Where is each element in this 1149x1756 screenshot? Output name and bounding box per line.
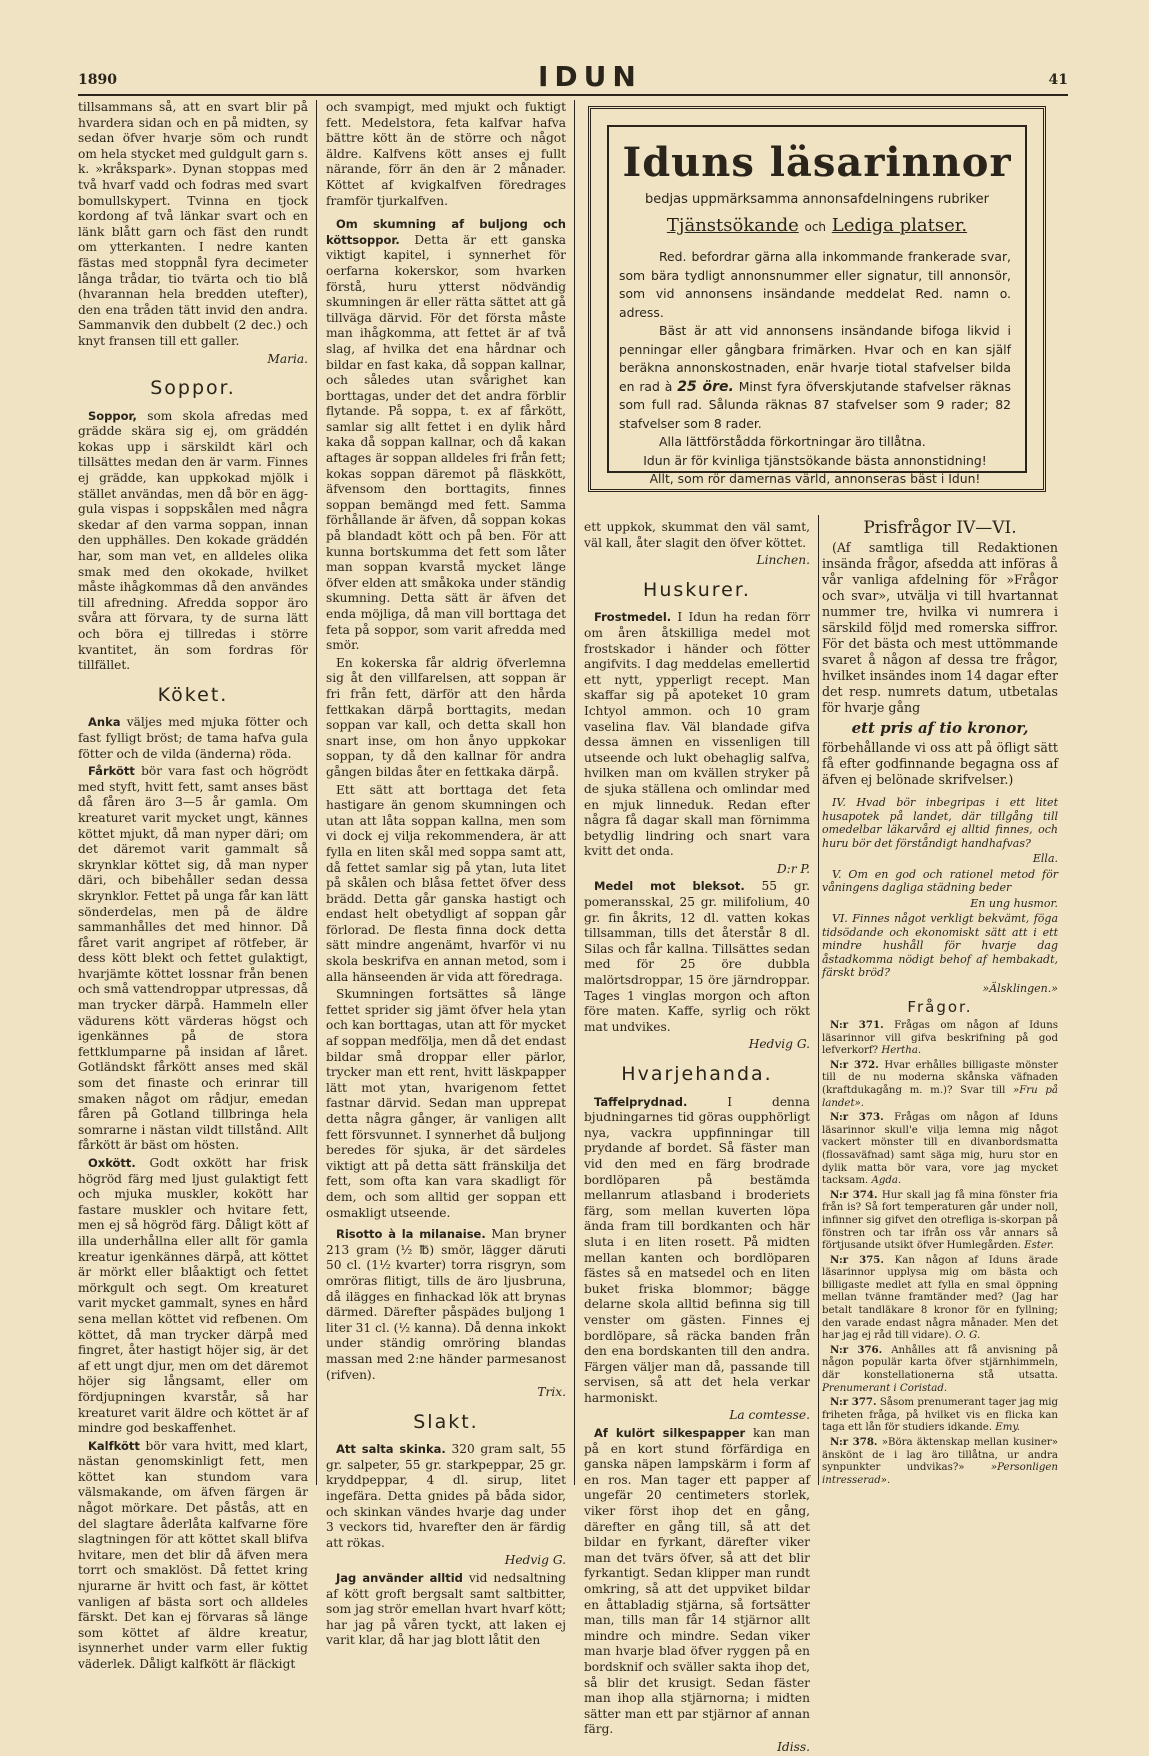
question-sign: Prenumerant i Coristad. xyxy=(822,1382,948,1394)
question-item xyxy=(822,1189,1058,1253)
masthead-title: IDUN xyxy=(538,60,642,93)
column-divider xyxy=(316,100,317,1485)
paragraph: Ett sätt att borttaga det feta hastigare än genom skumningen och utan att låta soppan kallna, men som vi dock ej vilja rekommendera, är att fylla en liten skål med soppa samt att, då fettet samlar sig på ytan, luta litet på skålen och blåsa fettet öfver dess brädd. Detta går ganska hastigt och endast helt obetydligt af soppan går förlorad. De flesta finna dock detta sätt mindre angenämt, hvarför vi nu skola beskrifva en annan metod, som i alla hänseenden är vida att föredraga. xyxy=(326,782,566,984)
paragraph: väljes med mjuka fötter och fast fylligt bröst; de tama hafva gula fötter och de vilda (änderna) röda. xyxy=(78,715,308,761)
question-number: N:r 376. xyxy=(830,1343,883,1356)
prize-questions xyxy=(822,796,1058,995)
advertisement-frame xyxy=(607,125,1027,486)
column-divider xyxy=(818,515,819,1485)
paragraph: förbehållande vi oss att på öfligt sätt få efter godfinnande begagna oss af äfven ej belönade skrifvelser.) xyxy=(822,740,1058,787)
question-item xyxy=(822,1059,1058,1110)
question-text: Hur skall jag få mina fönster fria från is? Så fort temperaturen går under noll, infinner sig gifvet den otrefliga is-skorpan på fönstren och tar ifrån oss vår annars så förtjusande utsikt öfver Humlegården. xyxy=(822,1189,1058,1252)
section-heading-koket: Köket. xyxy=(157,683,229,706)
lead-term: Risotto à la milanaise. xyxy=(336,1227,486,1242)
question-sign: Agda. xyxy=(871,1175,902,1187)
paragraph: 55 gr. pomeransskal, 25 gr. milifolium, 40 gr. fin åkrits, 12 dl. vatten kokas tillsamman, tills det återstår 8 dl. Silas och får kallna. Tillsättes sedan med för 25 öre dubbla malörtsdroppar, 15 öre järndroppar. Tages 1 vinglas morgon och afton före maten. Kaffe, syrlig och rökt mat undvikes. xyxy=(584,879,811,1034)
paragraph: (Af samtliga till Redaktionen insända frågor, afsedda att införas å vår vanliga afdelning för »Frågor och svar», utvälja vi till hvartannat nummer tre, hvilka vi numrera i särskild följd med romerska siffror. För det bästa och mest uttömmande svaret å någon af dessa tre frågor, hvilket insändes inom 14 dagar efter det resp. numrets datum, utbetalas för hvarje gång xyxy=(822,540,1058,715)
ad-paragraph: Red. befordrar gärna alla inkommande frankerade svar, som bära tydligt annonsnummer eller signatur, till annonsör, som vid annonsens insändande meddelat Red. namn o. adress. xyxy=(619,249,1011,320)
lead-term: Oxkött. xyxy=(88,1156,136,1170)
signature: D:r P. xyxy=(776,861,810,876)
paragraph: ett uppkok, skummat den väl samt, väl kall, åter slagit den öfver köttet. xyxy=(584,520,810,550)
signature: Hedvig G. xyxy=(504,1553,566,1568)
question-sign: »Fru på landet». xyxy=(822,1084,1058,1109)
question-text: Kan någon af Iduns ärade läsarinnor upplysa mig om bästa och billigaste medlet att fylla en smal öppning mellan tvänne framtänder med? (Jag har betalt tandläkare 8 kronor för en fyllning; den varade endast några månader. Men det har jag ej råd till vidare). xyxy=(822,1254,1058,1342)
question-number: N:r 378. xyxy=(830,1436,878,1448)
ad-paragraph: Bäst är att vid annonsens insändande bifoga likvid i penningar eller gångbara frimärken. Hvar och en kan själf beräkna annonskostnaden, enär hvarje tiotal stafvelser bilda en rad à xyxy=(619,323,1011,394)
page-year: 1890 xyxy=(78,72,117,88)
paragraph: vid nedsaltning af kött groft bergsalt samt saltbitter, som jag strör emellan hvart hvarf kött; har jag på våren tyckt, att laken ej varit klar, då har jag blott låtit den xyxy=(326,1571,567,1648)
signature: »Älsklingen.» xyxy=(982,981,1058,995)
question-number: N:r 371. xyxy=(830,1019,884,1031)
question-number: N:r 374. xyxy=(830,1188,878,1201)
prize-question: IV. Hvad bör inbegripas i ett litet husapotek på landet, där tillgång till omedelbar läkarvård ej alltid finnes, och huru bör det förståndigt handhafvas? xyxy=(822,796,1058,850)
lead-term: Att salta skinka. xyxy=(336,1442,446,1457)
question-text: Hvar erhålles billigaste mönster till de nu moderna skånska väfnaden (kraftdukagång m. m.)? Svar till xyxy=(822,1059,1058,1096)
ad-paragraph: Minst fyra öfverskjutande stafvelser räknas som full rad. Sålunda räknas 87 stafvelser som 9 rader; 82 stafvelser som 8 rader. xyxy=(619,378,1011,431)
column-1 xyxy=(78,100,309,1671)
column-2 xyxy=(326,100,567,1648)
signature: Maria. xyxy=(267,351,308,366)
page-number: 41 xyxy=(1048,72,1068,88)
questions-list xyxy=(822,1019,1058,1487)
lead-term: Om skumning af buljong och köttsoppor. xyxy=(326,217,566,247)
ad-title: Iduns läsarinnor xyxy=(622,139,1012,186)
ad-paragraph: Allt, som rör damernas värld, annonseras bäst i Idun! xyxy=(649,471,981,486)
question-item xyxy=(822,1436,1058,1487)
question-item xyxy=(822,1396,1058,1435)
column-3 xyxy=(584,520,811,1754)
lead-term: Kalfkött xyxy=(88,1438,140,1453)
question-sign: Ester. xyxy=(1024,1240,1054,1252)
category-tjanstsokande: Tjänstsökande xyxy=(666,215,799,236)
question-item xyxy=(822,1344,1058,1395)
prize-amount: ett pris af tio kronor, xyxy=(851,719,1029,737)
paragraph: 320 gram salt, 55 gr. salpeter, 55 gr. starkpeppar, 25 gr. kryddpeppar, 4 dl. sirup, litet ingefära. Detta gnides på båda sidor, och skinkan vändes hvarje dag under 3 veckors tid, hvarefter den är färdig att rökas. xyxy=(326,1442,566,1550)
paragraph: bör vara fast och högrödt med styft, hvitt fett, samt anses bäst då fåren äro 3—5 år gamla. Om kreaturet varit mycket ungt, kännes köttet mjukt, då man nyper däri; om det däremot varit gammalt så skrynklar köttet sig, då man nyper däri, och bibehåller sedan dessa skrynklor. Fettet på unga får kan lätt sönderdelas, men på de äldre sammanhålles det med hinnor. Då fåret varit angripet af rötfeber, är dess kött blekt och fettet gulaktigt, hvarjämte köttet lossnar från benen och små vattendroppar utpressas, då man trycker därpå. Hammeln eller vädurens kött värderas högst och igenkännes på de stora fettklumparne på insidan af låret. Gotländskt fårkött anses med skäl som det finaste och erinrar till smaken något om rådjur, emedan fåren på Gotland tillbringa hela somrarne i nästan vildt tillstånd. Allt fårkött är bäst om hösten. xyxy=(78,764,309,1153)
ad-paragraph: Idun är för kvinliga tjänstsökande bästa annonstidning! xyxy=(643,452,987,468)
paragraph: Skumningen fortsättes så länge fettet sprider sig jämt öfver hela ytan och kan borttagas, utan att för mycket af soppan medfölja, men då det endast bildar små droppar eller pärlor, trycker man ett rent, hvitt läskpapper lätt mot ytan, hvarigenom fettet fastnar därvid. Sedan man upprepat detta några gånger, är vanligen allt fett försvunnet. I synnerhet då buljong beredes för sjuka, är det särdeles viktigt att på detta sätt fränskilja det fett, som ofta kan vara skadligt för dem, och som alltid ger soppan ett osmakligt utseende. xyxy=(326,987,566,1220)
signature: La comtesse. xyxy=(729,1408,810,1423)
ad-categories xyxy=(609,215,1025,236)
question-sign: O. G. xyxy=(954,1330,981,1342)
paragraph: En kokerska får aldrig öfverlemna sig åt den villfarelsen, att soppan är fri från fett, därför att den hårda fettkakan därpå borttagits, medan soppan var kall, och detta skall hon snart inse, om hon ånyo uppkokar soppan, ty då den kallnar för andra gången bildas åter en fettkaka därpå. xyxy=(326,655,566,779)
section-heading-slakt: Slakt. xyxy=(413,1410,479,1433)
paragraph: tillsammans så, att en svart blir på hvardera sidan och en på midten, sy sedan öfver hvarje söm och rundt om hela stycket med guldgult garn s. k. »kråkspark». Dynan stoppas med två hvarf vadd och fodras med svart bomullskypert. Tvinna en tjock kordong af två länkar svart och en länk blått garn och fäst den rundt om ytterkanten. I nedre kanten fästas med stoppnål fyra decimeter långa trådar, tio tvärta och tio blå (hvarannan hela bredden utefter), den ena tråden tätt invid den andra. Sammanvik den dubbelt (2 dec.) och knyt fransen till ett galler. xyxy=(78,100,308,348)
signature: Idiss. xyxy=(777,1739,810,1754)
paragraph: I denna bjudningarnes tid göras oupphörligt nya, vackra uppfinningar till prydande af bordet. Så fäster man vid den med en färg brodrade bordlöparen på bestämda mellanrum atlasband i broderiets färg, som mellan kuverten löpa ända fram till bordkanten och här sluta i en liten rosett. På midten mellan kanten och bordlöparen fästes så en matsedel och en liten buket friska blommor; bägge delarne skola alltid befinna sig till venster om gästen. Finnes ej bordlöpare, så räcka banden från den ena bordskanten till den andra. Färgen väljer man då, passande till servisen, så att det hela verkar harmoniskt. xyxy=(584,1094,810,1405)
paragraph: bör vara hvitt, med klart, nästan genomskinligt fett, men köttet kan stundom vara välsmakande, om äfven färgen är något mörkare. Det påstås, att en del slagtare åderlåta kalfvarne före slagtningen för att köttet skall blifva hvitare, men det blir då äfven mera torrt och smaklöst. Då fettet kring njurarne är hvitt och fast, är köttet vanligen af bästa sort och alldeles färskt. Det kan ej förvaras så länge som köttet af äldre kreatur, isynnerhet under varm eller fuktig väderlek. Dåligt kalfkött är fläckigt xyxy=(78,1438,309,1671)
paragraph: I Idun ha redan förr om åren åtskilliga medel mot frostskador i händer och fötter angifvits. I dag meddelas emellertid ett nytt, ypperligt recept. Man skaffar sig på apoteket 10 gram Ichtyol ammon. och 10 gram vaselina flav. Väl blandade gifva dessa ämnen en vissenligen till utseende och lukt obehaglig salfva, hvilken man om kvällen stryker på de sjuka ställena och omlindar med en mjuk linneduk. Redan efter några få dagar skall man förnimma betydlig lindring och snart vara kvitt det onda. xyxy=(584,610,811,859)
page-header xyxy=(78,60,1068,96)
lead-term: Soppor, xyxy=(88,408,137,423)
signature: Trix. xyxy=(537,1385,566,1400)
question-sign: Hertha. xyxy=(881,1045,922,1057)
prize-heading: Prisfrågor IV—VI. xyxy=(863,518,1017,538)
question-item xyxy=(822,1254,1058,1343)
signature: Linchen. xyxy=(756,553,810,568)
ad-conjunction: och xyxy=(804,220,827,234)
question-number: N:r 375. xyxy=(830,1253,884,1266)
signature: En ung husmor. xyxy=(970,896,1058,910)
lead-term: Medel mot bleksot. xyxy=(594,879,745,894)
question-item xyxy=(822,1019,1058,1058)
question-text: Frågas om någon af Iduns läsarinnor vill gifva beskrifning på god lefverkorf? xyxy=(822,1020,1058,1057)
question-number: N:r 373. xyxy=(830,1111,884,1124)
paragraph: kan man på en kort stund förfärdiga en ganska näpen lampskärm i form af en ros. Man tager ett papper af ungefär 20 centimeters storlek, viker först ihop det en gång, därefter en gång till, så att det bildar en fyrkant, därefter viker man det tvärs öfver, så att det blir fyrkantigt. Sedan klipper man rundt omkring, så att det uppviket bildar en åttabladig stjärna, så fortsätter man, tills man får 14 stjärnor allt mindre och mindre. Sedan viker man hvarje blad öfver ryggen på en bordsknif och sväller sakta ihop det, så blir det krusigt. Sedan fäster man ihop alla stjärnorna; i midten sätter man ett par stjärnor af annan färg. xyxy=(584,1426,810,1737)
category-lediga-platser: Lediga platser. xyxy=(831,215,968,236)
question-number: N:r 372. xyxy=(830,1058,879,1071)
prize-question: VI. Finnes något verkligt bekvämt, föga tidsödande och ekonomiskt sätt att i ett mindre hushåll för hvarje dag åstadkomma nödigt behof af hembakadt, färskt bröd? xyxy=(822,912,1058,979)
signature: Ella. xyxy=(1032,852,1058,865)
question-text: »Böra äktenskap mellan kusiner» änskönt de i lag äro tillåtna, ur andra synpunkter undvikas?» xyxy=(822,1437,1058,1474)
question-sign: »Personligen intresserad». xyxy=(822,1462,1058,1486)
section-heading-hvarjehanda: Hvarjehanda. xyxy=(621,1063,773,1085)
question-text: Såsom prenumerant tager jag mig friheten fråga, på hvilket vis en flicka kan taga ett lån för studiers idkande. xyxy=(822,1397,1059,1434)
lead-term: Frostmedel. xyxy=(594,610,672,625)
lead-term: Af kulört silkespapper xyxy=(594,1426,746,1441)
question-sign: Emy. xyxy=(995,1422,1021,1434)
paragraph: Godt oxkött har frisk högröd färg med ljust gulaktigt fett och mjuka muskler, kokött har fastare muskler och hvitare fett, men ej så högröd färg. Dåligt kött af illa underhållna eller allt för gamla kreatur igenkännes därpå, att köttet är mörkt eller blåaktigt och fettet mörkgult och segt. Om kreaturet varit mycket gammalt, synes en hård sena mellan köttet vid refbenen. Om köttet, då man trycker därpå med fingret, åter hastigt höjer sig, är det af ett ungt djur, men om det däremot höjer sig långsamt, eller om fördjupningen kvarstår, så har kreaturet varit äldre och köttet är af mindre god beskaffenhet. xyxy=(78,1156,308,1436)
question-text: Anhålles att få anvisning på någon populär karta öfver stjärnhimmeln, där konstellationerna stå utsatta. xyxy=(822,1344,1058,1382)
prize-question: V. Om en god och rationel metod för våningens dagliga städning beder xyxy=(822,867,1058,894)
question-item xyxy=(822,1111,1058,1188)
lead-term: Fårkött xyxy=(88,764,135,779)
lead-term: Jag använder alltid xyxy=(336,1571,463,1586)
lead-term: Anka xyxy=(88,715,121,730)
ad-price: 25 öre. xyxy=(677,378,734,395)
paragraph: och svampigt, med mjukt och fuktigt fett. Medelstora, feta kalfvar hafva bättre kött än de större och något äldre. Kalfvens kött anses ej fullt närande, förr än den är 2 månader. Köttet af kvigkalfven föredrages framför tjurkalfven. xyxy=(326,100,566,208)
question-text: Frågas om någon af Iduns läsarinnor skull'e vilja lemna mig något vackert mönster till en divanbordsmatta (flossaväfnad) samt säga mig, huru stor en dylik matta bör vara, vore jag mycket tacksam. xyxy=(822,1112,1058,1187)
lead-term: Taffelprydnad. xyxy=(594,1094,688,1109)
section-heading-huskurer: Huskurer. xyxy=(643,578,751,601)
column-divider xyxy=(574,100,575,1485)
paragraph: som skola afredas med grädde skära sig ej, om gräddén kokas upp i särskildt kärl och tillsättes medan den är varm. Finnes ej grädde, kan uppkokad mjölk i stället användas, men då bör en ägg-gula vispas i soppskålen med några skedar af den varma soppan, innan den upphälles. Den kokade gräddén har, som man vet, en alldeles olika smak med den okokade, hvilket måste ihågkommas då den användes till afredning. Afredda soppor äro svåra att förvara, ty de surna lätt och böra ej tillredas i större kvantitet, än som fordras för tillfället. xyxy=(78,408,309,673)
paragraph: Detta är ett ganska viktigt kapitel, i synnerhet för oerfarna kokerskor, som hvarken förstå, huru ytterst nödvändig skumningen är eller rätta sättet att gå tillväga därvid. För det första måste man ihågkomma, att fettet är af två slag, af hvilka det ena hårdnar och bildar en fast kaka, då soppan kallnar, och således utan svårighet kan borttagas, under det det andra förblir flytande. På soppa, t. ex af fårkött, samlar sig allt fettet i en dylik hård kaka då soppan kallnar, och då kakan aftages är soppan alldeles fri från fett; kokas soppan däremot på fläskkött, äfvensom den borttagits, finnes soppan bemängd med fett. Samma förhållande är äfven, då soppan kokas på blandadt kött och på ben. För att kunna bortskumma det fett som låter man soppan kvarstå mycket länge öfver elden att småkoka under ständig skumning. Detta sätt är äfven det enda möjliga, då man vill borttaga det feta på soppor, som varit afredda med smör. xyxy=(326,232,567,653)
column-4 xyxy=(822,520,1058,1490)
ad-subtitle: bedjas uppmärksamma annonsafdelningens rubriker xyxy=(645,192,989,207)
section-heading-soppor: Soppor. xyxy=(150,377,236,400)
section-heading-fragor: Frågor. xyxy=(907,998,973,1016)
ad-paragraph: Alla lättförstådda förkortningar äro tillåtna. xyxy=(659,434,926,449)
signature: Hedvig G. xyxy=(748,1037,810,1052)
ad-body xyxy=(619,248,1011,489)
advertisement-box xyxy=(588,106,1046,492)
question-number: N:r 377. xyxy=(830,1396,877,1409)
paragraph: Man bryner 213 gram (½ ℔) smör, lägger däruti 50 cl. (1½ kvarter) torra risgryn, som omröras flitigt, tills de äro ljusbruna, då ilägges en finhackad lök att brynas därmed. Därefter påspädes buljong 1 liter 31 cl. (½ kanna). Då denna inkokt under ständig omröring blandas massan med 2:ne händer parmesanost (rifven). xyxy=(326,1227,567,1382)
